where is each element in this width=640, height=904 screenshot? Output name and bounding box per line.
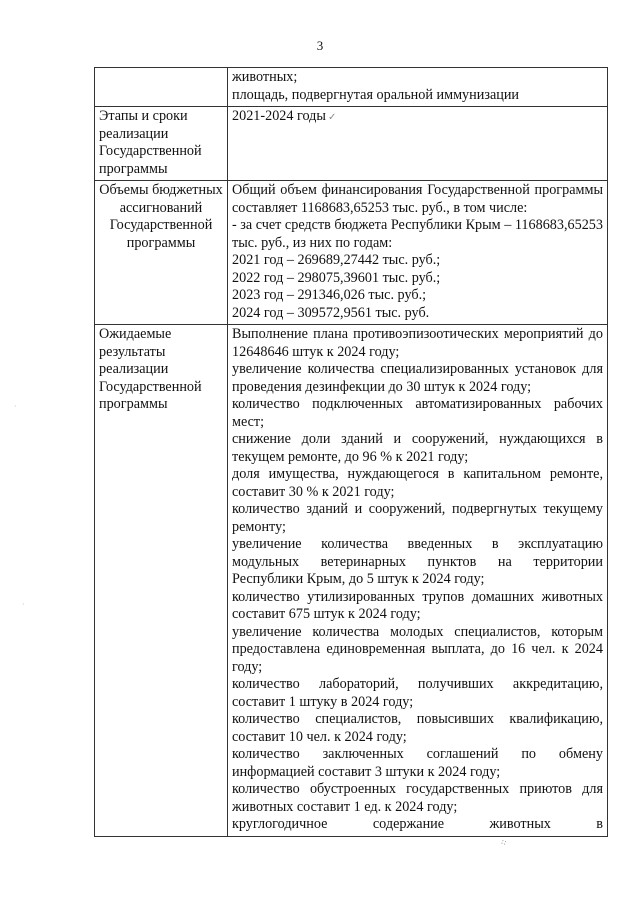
text-line: количество зданий и сооружений, подвергнутых текущему ремонту; [232, 501, 603, 535]
text-line: снижение доли зданий и сооружений, нуждающихся в текущем ремонте, до 96 % к 2021 году; [232, 431, 603, 465]
row-label: Объемы бюджетных ассигнований Государственной программы [95, 181, 228, 325]
text-line: количество заключенных соглашений по обмену информацией составит 3 штуки к 2024 году; [232, 746, 603, 780]
text-line: количество лабораторий, получивших аккредитацию, составит 1 штуку в 2024 году; [232, 676, 603, 710]
margin-dot-mark: · [22, 600, 25, 609]
text-line: увеличение количества специализированных установок для проведения дезинфекции до 30 штук к 2024 году; [232, 361, 603, 395]
text-line: количество обустроенных государственных приютов для животных составит 1 ед. к 2024 году; [232, 781, 603, 815]
text-line: доля имущества, нуждающегося в капитальном ремонте, составит 30 % к 2021 году; [232, 466, 603, 500]
row-label [95, 68, 228, 107]
text-line: 2021-2024 годы [232, 108, 326, 124]
text-line: животных; [232, 69, 298, 85]
text-line: 2021 год – 269689,27442 тыс. руб.; [232, 252, 441, 268]
row-content [228, 68, 608, 107]
text-line: увеличение количества молодых специалистов, которым предоставлена единовременная выплата, до 16 чел. к 2024 году; [232, 623, 603, 675]
text-line: увеличение количества введенных в эксплуатацию модульных ветеринарных пунктов на территории Республики Крым, до 5 штук к 2024 году; [232, 536, 603, 587]
row-content [228, 181, 608, 325]
row-content [228, 107, 608, 181]
text-line: 2023 год – 291346,026 тыс. руб.; [232, 287, 427, 303]
page-number: 3 [316, 38, 324, 53]
row-label: Ожидаемые результаты реализации Государственной программы [95, 325, 228, 837]
row-label: Этапы и сроки реализации Государственной программы [95, 107, 228, 181]
margin-dot-mark: · [14, 402, 17, 411]
text-line: площадь, подвергнутая оральной иммунизации [232, 86, 520, 103]
table-row [95, 107, 608, 181]
text-line: 2022 год – 298075,39601 тыс. руб.; [232, 269, 441, 286]
table-row [95, 68, 608, 107]
table-row [95, 325, 608, 837]
program-passport-table [94, 67, 608, 837]
text-line: 2024 год – 309572,9561 тыс. руб. [232, 304, 430, 321]
check-mark-icon: ✓ [327, 112, 337, 123]
text-line: количество подключенных автоматизированных рабочих мест; [232, 396, 603, 430]
text-line: Общий объем финансирования Государственной программы составляет 1168683,65253 тыс. руб., в том числе: [232, 182, 603, 216]
row-content [228, 325, 608, 837]
text-line: - за счет средств бюджета Республики Крым – 1168683,65253 тыс. руб., из них по годам: [232, 217, 603, 251]
table-row [95, 181, 608, 325]
text-line: количество специалистов, повысивших квалификацию, составит 10 чел. к 2024 году; [232, 711, 603, 745]
text-line: количество утилизированных трупов домашних животных составит 675 штук к 2024 году; [232, 588, 603, 622]
pen-scribble-mark: ⁘ [498, 836, 511, 851]
text-line: Выполнение плана противоэпизоотических мероприятий до 12648646 штук к 2024 году; [232, 326, 603, 360]
text-line: круглогодичное содержание животных в [232, 816, 603, 832]
